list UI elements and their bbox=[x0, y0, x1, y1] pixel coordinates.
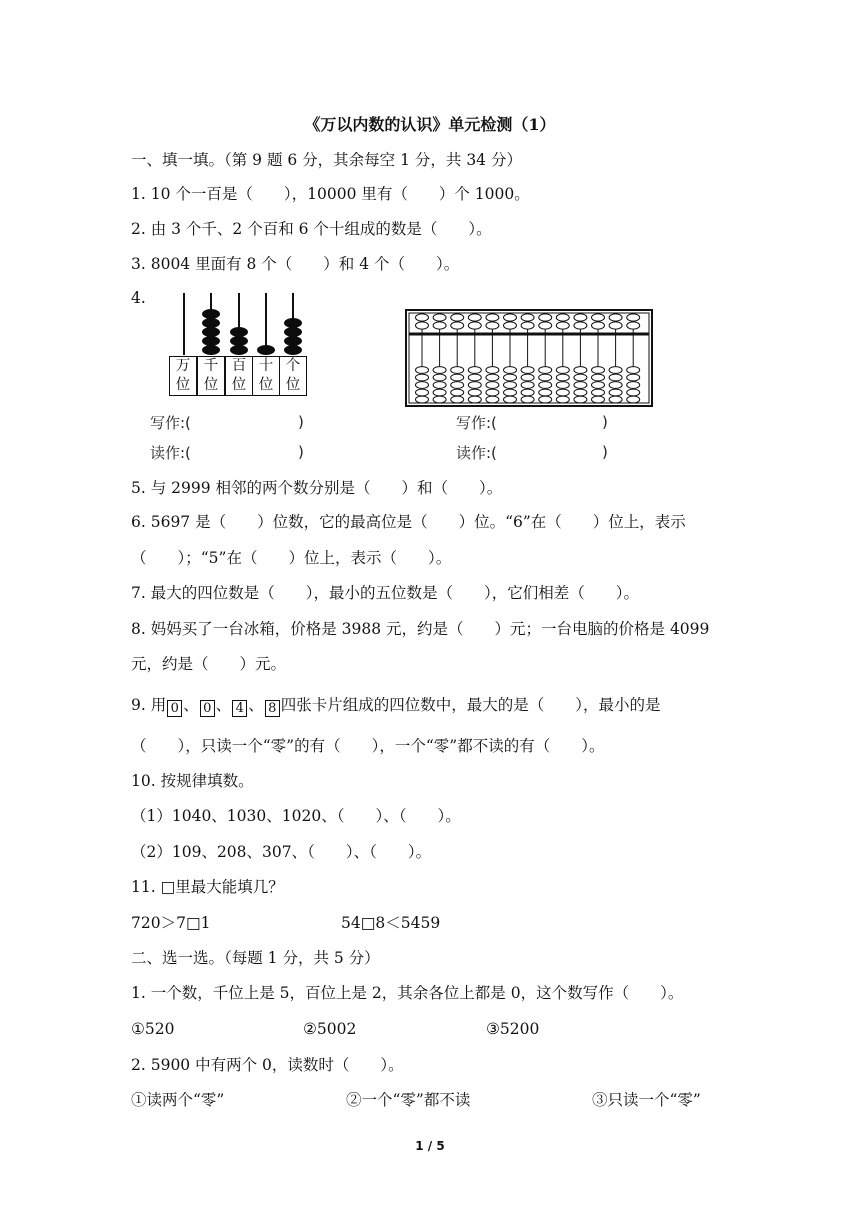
abacus-lower-bead bbox=[556, 396, 569, 403]
abacus2-read-close: ) bbox=[602, 443, 608, 461]
abacus2-write-label: 写作:( bbox=[456, 414, 497, 432]
abacus-upper-bead bbox=[592, 322, 605, 329]
abacus1-write-label: 写作:( bbox=[150, 414, 191, 432]
abacus-upper-bead bbox=[468, 314, 481, 321]
abacus-lower-bead bbox=[574, 374, 587, 381]
abacus-upper-bead bbox=[433, 322, 446, 329]
abacus-upper-bead bbox=[627, 322, 640, 329]
abacus-lower-bead bbox=[486, 382, 499, 389]
question-10-part-1: （1）1040、1030、1020、（ ）、（ ）。 bbox=[131, 807, 461, 825]
choice-1-option-1: ①520 bbox=[131, 1020, 175, 1038]
spike-wan bbox=[183, 293, 185, 355]
place-label-qian: 千 位 bbox=[197, 356, 225, 396]
abacus-lower-bead bbox=[592, 396, 605, 403]
abacus-lower-bead bbox=[433, 396, 446, 403]
place-label-shi: 十 位 bbox=[252, 356, 280, 396]
abacus-lower-bead bbox=[521, 382, 534, 389]
abacus-lower-bead bbox=[486, 396, 499, 403]
abacus-lower-bead bbox=[556, 382, 569, 389]
abacus-lower-bead bbox=[504, 382, 517, 389]
abacus-upper-bead bbox=[592, 314, 605, 321]
question-8-line-2: 元，约是（ ）元。 bbox=[131, 655, 287, 673]
abacus-upper-bead bbox=[416, 314, 429, 321]
q9-prefix: 9. 用 bbox=[131, 696, 167, 714]
card-3: 4 bbox=[232, 700, 247, 717]
abacus-figure-2 bbox=[405, 309, 653, 407]
abacus2-write-close: ) bbox=[602, 413, 608, 431]
choice-2-option-1: ①读两个“零” bbox=[131, 1091, 225, 1109]
question-9-line-2: （ ），只读一个“零”的有（ ），一个“零”都不读的有（ ）。 bbox=[131, 737, 605, 755]
abacus-lower-bead bbox=[539, 389, 552, 396]
question-3: 3. 8004 里面有 8 个（ ）和 4 个（ ）。 bbox=[131, 255, 460, 273]
abacus-lower-bead bbox=[609, 374, 622, 381]
abacus-lower-bead bbox=[416, 396, 429, 403]
choice-question-1: 1. 一个数，千位上是 5，百位上是 2，其余各位上都是 0，这个数写作（ ）。 bbox=[131, 984, 684, 1002]
choice-1-option-2: ②5002 bbox=[303, 1020, 357, 1038]
abacus-lower-bead bbox=[504, 374, 517, 381]
abacus-upper-bead bbox=[468, 322, 481, 329]
abacus-upper-bead bbox=[556, 314, 569, 321]
abacus-lower-bead bbox=[539, 374, 552, 381]
abacus-lower-bead bbox=[521, 396, 534, 403]
abacus-lower-bead bbox=[627, 396, 640, 403]
abacus-lower-bead bbox=[627, 367, 640, 374]
question-10: 10. 按规律填数。 bbox=[131, 772, 254, 790]
question-11: 11. □里最大能填几？ bbox=[131, 878, 284, 896]
abacus-lower-bead bbox=[468, 367, 481, 374]
abacus-lower-bead bbox=[521, 367, 534, 374]
abacus1-write-close: ) bbox=[298, 413, 304, 431]
abacus-upper-bead bbox=[539, 322, 552, 329]
abacus-lower-bead bbox=[433, 389, 446, 396]
question-8-line-1: 8. 妈妈买了一台冰箱，价格是 3988 元，约是（ ）元；一台电脑的价格是 4099 bbox=[131, 620, 710, 638]
choice-question-2: 2. 5900 中有两个 0，读数时（ ）。 bbox=[131, 1056, 404, 1074]
abacus1-read-close: ) bbox=[298, 443, 304, 461]
abacus-upper-bead bbox=[486, 322, 499, 329]
abacus-upper-bead bbox=[609, 322, 622, 329]
abacus-lower-bead bbox=[451, 382, 464, 389]
abacus-lower-bead bbox=[433, 374, 446, 381]
question-6-line-1: 6. 5697 是（ ）位数，它的最高位是（ ）位。“6”在（ ）位上，表示 bbox=[131, 513, 686, 531]
abacus2-read-label: 读作:( bbox=[456, 444, 497, 462]
abacus-lower-bead bbox=[486, 367, 499, 374]
abacus-lower-bead bbox=[468, 382, 481, 389]
abacus-lower-bead bbox=[592, 389, 605, 396]
card-4: 8 bbox=[265, 700, 280, 717]
abacus-lower-bead bbox=[416, 374, 429, 381]
abacus-lower-bead bbox=[451, 374, 464, 381]
abacus-lower-bead bbox=[592, 374, 605, 381]
abacus-lower-bead bbox=[521, 374, 534, 381]
abacus-lower-bead bbox=[468, 396, 481, 403]
abacus-lower-bead bbox=[539, 396, 552, 403]
abacus-lower-bead bbox=[504, 389, 517, 396]
abacus-lower-bead bbox=[609, 389, 622, 396]
abacus-upper-bead bbox=[521, 314, 534, 321]
abacus-lower-bead bbox=[627, 374, 640, 381]
abacus-upper-bead bbox=[627, 314, 640, 321]
question-4-number: 4. bbox=[131, 289, 146, 307]
abacus-lower-bead bbox=[451, 367, 464, 374]
abacus-lower-bead bbox=[574, 396, 587, 403]
abacus-lower-bead bbox=[504, 367, 517, 374]
choice-2-option-3: ③只读一个“零” bbox=[592, 1091, 701, 1109]
question-11-a: 720＞7□1 bbox=[131, 914, 211, 932]
abacus-lower-bead bbox=[433, 367, 446, 374]
question-11-b: 54□8＜5459 bbox=[341, 914, 441, 932]
abacus-lower-bead bbox=[609, 367, 622, 374]
abacus-upper-bead bbox=[556, 322, 569, 329]
question-9-line-1: 9. 用 0 、 0 、 4 、 8 四张卡片组成的四位数中，最大的是（ ），最小的是 bbox=[131, 696, 661, 716]
abacus-upper-bead bbox=[574, 322, 587, 329]
abacus-lower-bead bbox=[627, 389, 640, 396]
card-1: 0 bbox=[167, 700, 182, 717]
abacus-lower-bead bbox=[451, 389, 464, 396]
section-heading-fill: 一、填一填。（第 9 题 6 分，其余每空 1 分，共 34 分） bbox=[131, 151, 522, 169]
abacus-upper-bead bbox=[504, 322, 517, 329]
abacus-lower-bead bbox=[609, 382, 622, 389]
abacus-lower-bead bbox=[433, 382, 446, 389]
abacus-lower-bead bbox=[556, 374, 569, 381]
abacus-upper-bead bbox=[486, 314, 499, 321]
question-10-part-2: （2）109、208、307、（ ）、（ ）。 bbox=[131, 843, 432, 861]
abacus-lower-bead bbox=[468, 374, 481, 381]
abacus-lower-bead bbox=[504, 396, 517, 403]
abacus-lower-bead bbox=[451, 396, 464, 403]
question-2: 2. 由 3 个千、2 个百和 6 个十组成的数是（ ）。 bbox=[131, 220, 492, 238]
abacus-lower-bead bbox=[574, 382, 587, 389]
abacus-lower-bead bbox=[539, 367, 552, 374]
abacus-upper-bead bbox=[416, 322, 429, 329]
abacus-lower-bead bbox=[468, 389, 481, 396]
abacus-upper-bead bbox=[433, 314, 446, 321]
abacus-upper-bead bbox=[574, 314, 587, 321]
abacus-lower-bead bbox=[609, 396, 622, 403]
place-label-wan: 万 位 bbox=[169, 356, 197, 396]
abacus-lower-bead bbox=[574, 367, 587, 374]
abacus-lower-bead bbox=[556, 367, 569, 374]
choice-1-option-3: ③5200 bbox=[486, 1020, 540, 1038]
abacus-lower-bead bbox=[627, 382, 640, 389]
question-5: 5. 与 2999 相邻的两个数分别是（ ）和（ ）。 bbox=[131, 479, 503, 497]
abacus-upper-bead bbox=[609, 314, 622, 321]
page-number: 1 / 5 bbox=[415, 1139, 445, 1153]
abacus-lower-bead bbox=[539, 382, 552, 389]
abacus-lower-bead bbox=[486, 374, 499, 381]
abacus-lower-bead bbox=[592, 382, 605, 389]
question-6-line-2: （ ）；“5”在（ ）位上，表示（ ）。 bbox=[131, 549, 452, 567]
abacus-upper-bead bbox=[539, 314, 552, 321]
abacus-upper-bead bbox=[451, 314, 464, 321]
q9-suffix: 四张卡片组成的四位数中，最大的是（ ），最小的是 bbox=[280, 696, 661, 714]
abacus-lower-bead bbox=[556, 389, 569, 396]
abacus-lower-bead bbox=[416, 382, 429, 389]
section-heading-choose: 二、选一选。（每题 1 分，共 5 分） bbox=[131, 949, 380, 967]
abacus-lower-bead bbox=[416, 389, 429, 396]
card-2: 0 bbox=[200, 700, 215, 717]
choice-2-option-2: ②一个“零”都不读 bbox=[346, 1091, 471, 1109]
abacus-upper-bead bbox=[504, 314, 517, 321]
abacus-upper-bead bbox=[451, 322, 464, 329]
question-1: 1. 10 个一百是（ ），10000 里有（ ）个 1000。 bbox=[131, 185, 530, 203]
abacus-lower-bead bbox=[592, 367, 605, 374]
abacus-upper-bead bbox=[521, 322, 534, 329]
abacus-lower-bead bbox=[486, 389, 499, 396]
abacus-lower-bead bbox=[574, 389, 587, 396]
abacus1-read-label: 读作:( bbox=[150, 444, 191, 462]
page-title: 《万以内数的认识》单元检测（1） bbox=[304, 115, 556, 134]
abacus-lower-bead bbox=[416, 367, 429, 374]
abacus-lower-bead bbox=[521, 389, 534, 396]
place-label-ge: 个 位 bbox=[279, 356, 307, 396]
question-7: 7. 最大的四位数是（ ），最小的五位数是（ ），它们相差（ ）。 bbox=[131, 584, 639, 602]
place-label-bai: 百 位 bbox=[225, 356, 253, 396]
